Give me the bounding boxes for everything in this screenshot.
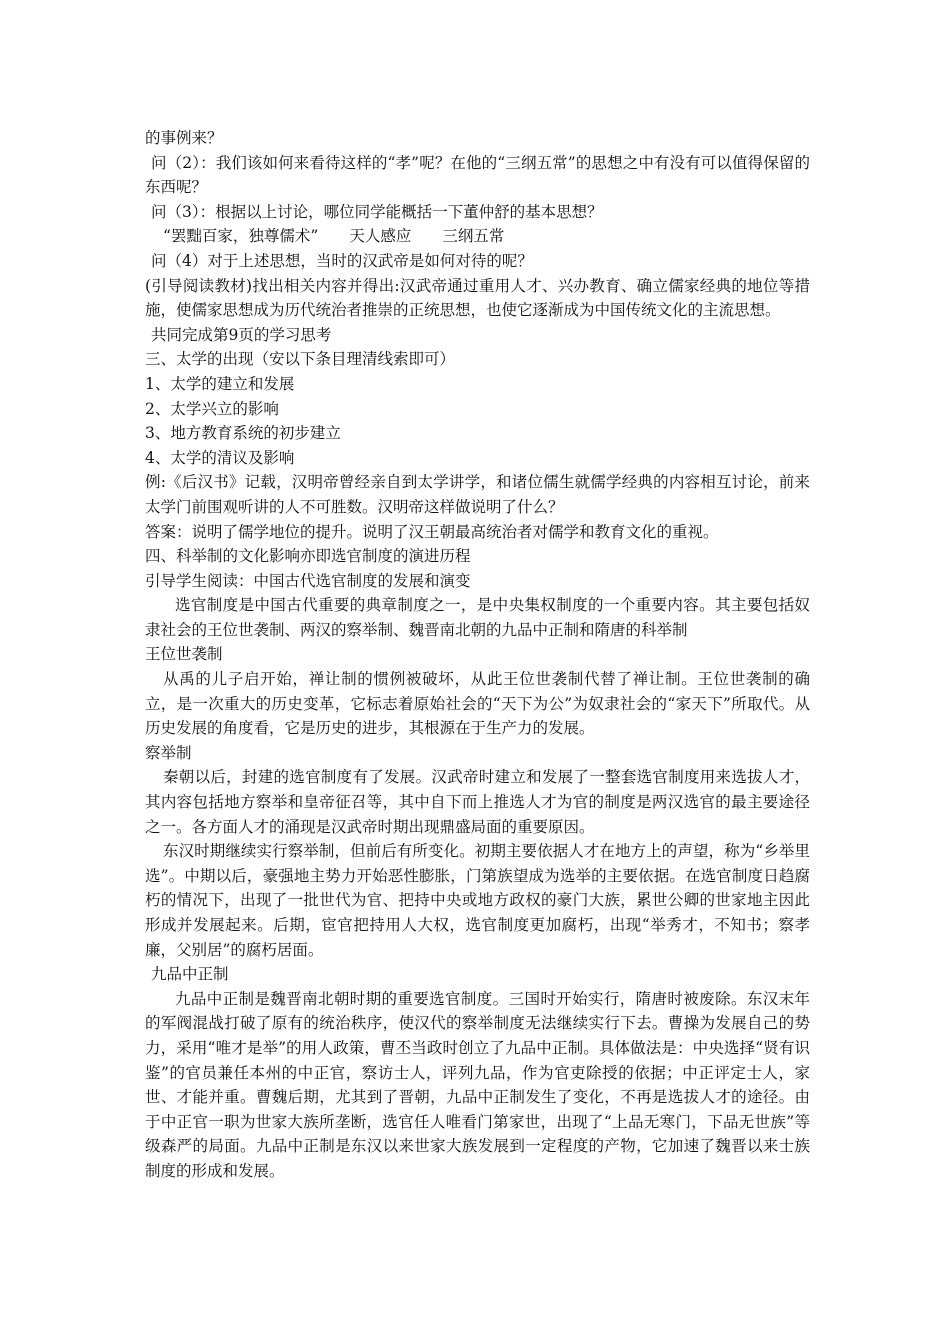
section-heading: 三、太学的出现（安以下条目理清线索即可）	[145, 350, 456, 369]
paragraph: 引导学生阅读：中国古代选官制度的发展和演变	[145, 571, 471, 590]
paragraph: 例:《后汉书》记载，汉明帝曾经亲自到太学讲学，和诸位儒生就儒学经典的内容相互讨论，前来太学门前围观听讲的人不可胜数。汉明帝这样做说明了什么？	[145, 473, 810, 516]
paragraph: “罢黜百家，独尊儒术” 天人感应 三纲五常	[163, 227, 505, 246]
document-body	[145, 126, 810, 1184]
subheading: 王位世袭制	[145, 645, 223, 664]
paragraph: 答案：说明了儒学地位的提升。说明了汉王朝最高统治者对儒学和教育文化的重视。	[145, 522, 719, 541]
paragraph: 问（4）对于上述思想，当时的汉武帝是如何对待的呢？	[151, 251, 533, 270]
paragraph: 的事例来？	[145, 129, 223, 147]
list-item: 2、太学兴立的影响	[145, 399, 279, 418]
paragraph: 问（2）：我们该如何来看待这样的“孝”呢？在他的“三纲五常”的思想之中有没有可以值得保留的东西呢？	[145, 153, 810, 197]
paragraph: 选官制度是中国古代重要的典章制度之一，是中央集权制度的一个重要内容。其主要包括奴隶社会的王位世袭制、两汉的察举制、魏晋南北朝的九品中正制和隋唐的科举制	[145, 596, 810, 639]
paragraph: (引导阅读教材)找出相关内容并得出:汉武帝通过重用人才、兴办教育、确立儒家经典的地位等措施，使儒家思想成为历代统治者推崇的正统思想，也使它逐渐成为中国传统文化的主流思想。	[145, 276, 810, 320]
subheading: 察举制	[145, 743, 192, 762]
section-heading: 四、科举制的文化影响亦即选官制度的演进历程	[145, 547, 471, 566]
list-item: 4、太学的清议及影响	[145, 448, 295, 467]
paragraph: 九品中正制是魏晋南北朝时期的重要选官制度。三国时开始实行，隋唐时被废除。东汉末年的军阀混战打破了原有的统治秩序，使汉代的察举制度无法继续实行下去。曹操为发展自己的势力，采用“唯才是举”的用人政策，曹丕当政时创立了九品中正制。具体做法是：中央选择“贤有识鉴”的官员兼任本州的中正官，察访士人，评列九品，作为官吏除授的依据；中正评定士人，家世、才能并重。曹魏后期，尤其到了晋朝，九品中正制发生了变化，不再是选拔人才的途径。由于中正官一职为世家大族所垄断，选官任人唯看门第家世，出现了“上品无寒门，下品无世族”等级森严的局面。九品中正制是东汉以来世家大族发展到一定程度的产物，它加速了魏晋以来士族制度的形成和发展。	[145, 989, 810, 1180]
paragraph: 秦朝以后，封建的选官制度有了发展。汉武帝时建立和发展了一整套选官制度用来选拔人才，其内容包括地方察举和皇帝征召等，其中自下而上推选人才为官的制度是两汉选官的最主要途径之一。各方面人才的涌现是汉武帝时期出现鼎盛局面的重要原因。	[145, 768, 810, 836]
paragraph: 从禹的儿子启开始，禅让制的惯例被破坏，从此王位世袭制代替了禅让制。王位世袭制的确立，是一次重大的历史变革，它标志着原始社会的“天下为公”为奴隶社会的“家天下”所取代。从历史发展的角度看，它是历史的进步，其根源在于生产力的发展。	[145, 670, 810, 738]
paragraph: 问（3）：根据以上讨论，哪位同学能概括一下董仲舒的基本思想？	[151, 202, 603, 221]
paragraph: 共同完成第9页的学习思考	[151, 325, 332, 344]
paragraph: 东汉时期继续实行察举制，但前后有所变化。初期主要依据人才在地方上的声望，称为“乡举里选”。中期以后，豪强地主势力开始恶性膨胀，门第族望成为选举的主要依据。在选官制度日趋腐朽的情况下，出现了一批世代为官、把持中央或地方政权的豪门大族，累世公卿的世家地主因此形成并发展起来。后期，宦官把持用人大权，选官制度更加腐朽，出现“举秀才，不知书；察孝廉，父别居”的腐朽居面。	[145, 842, 810, 959]
list-item: 1、太学的建立和发展	[145, 374, 295, 393]
subheading: 九品中正制	[151, 965, 229, 984]
list-item: 3、地方教育系统的初步建立	[145, 424, 341, 443]
